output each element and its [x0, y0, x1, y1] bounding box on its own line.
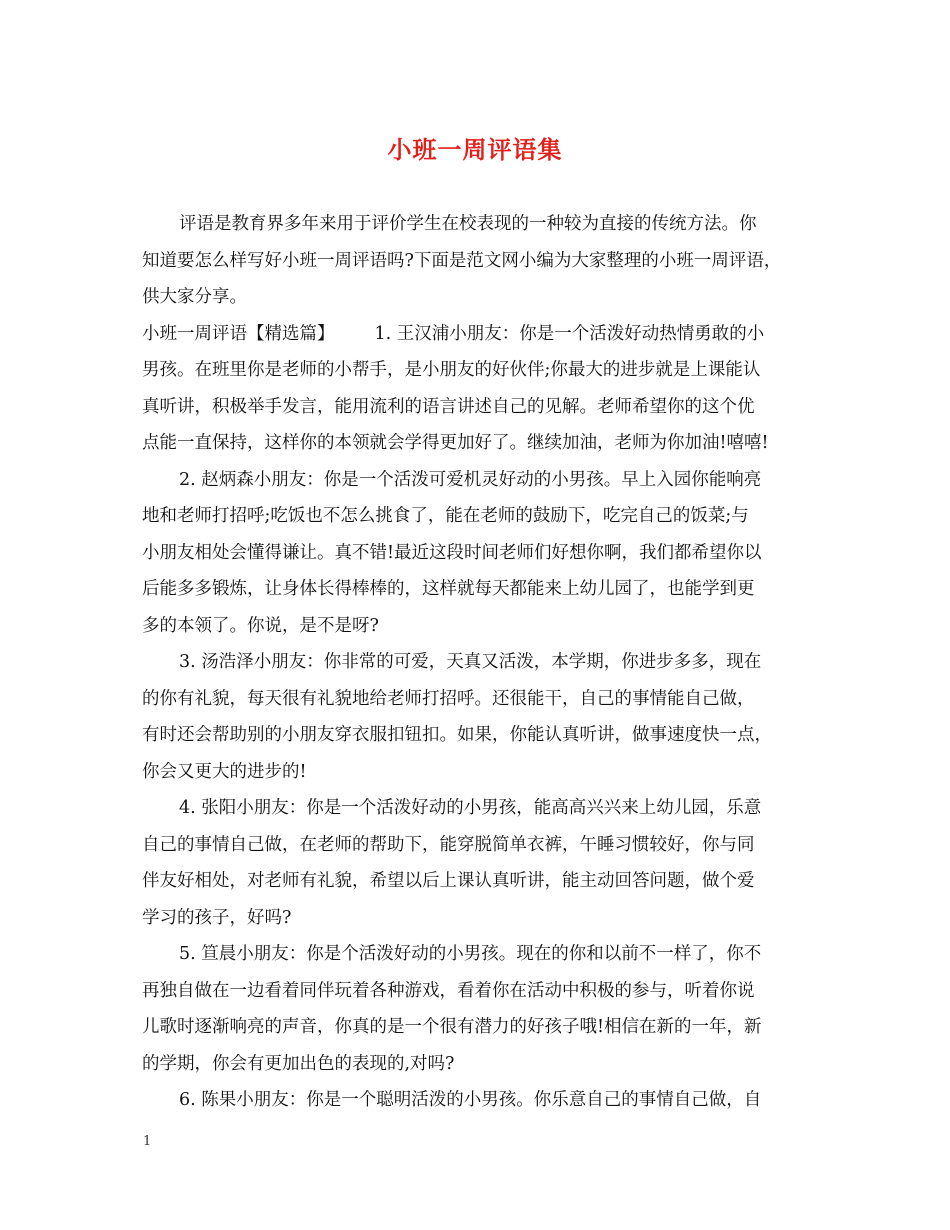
text-line: 你会又更大的进步的! — [142, 761, 307, 782]
text-line: 地和老师打招呼;吃饭也不怎么挑食了，能在老师的鼓励下，吃完自己的饭菜;与 — [142, 506, 749, 526]
text-line: 供大家分享。 — [142, 287, 247, 307]
text-line: 后能多多锻炼，让身体长得棒棒的，这样就每天都能来上幼儿园了，也能学到更 — [142, 579, 755, 599]
text-line: 小朋友相处会懂得谦让。真不错!最近这段时间老师们好想你啊，我们都希望你以 — [142, 542, 762, 563]
page-number: 1 — [143, 1134, 152, 1149]
text-line: 的学期，你会有更加出色的表现的,对吗? — [142, 1053, 455, 1074]
text-line: 自己的事情自己做，在老师的帮助下，能穿脱简单衣裤，午睡习惯较好，你与同 — [142, 834, 755, 855]
text-line: 6. 陈果小朋友：你是一个聪明活泼的小男孩。你乐意自己的事情自己做，自 — [179, 1090, 762, 1110]
text-line: 评语是教育界多年来用于评价学生在校表现的一种较为直接的传统方法。你 — [179, 214, 757, 234]
text-line: 多的本领了。你说，是不是呀? — [142, 615, 379, 636]
document-body — [142, 206, 814, 1119]
text-line: 儿歌时逐渐响亮的声音，你真的是一个很有潜力的好孩子哦!相信在新的一年，新 — [142, 1017, 762, 1037]
section-heading: 小班一周评语【精选篇】 — [142, 323, 335, 344]
page-title: 小班一周评语集 — [387, 135, 563, 164]
text-line: 3. 汤浩泽小朋友：你非常的可爱，天真又活泼，本学期，你进步多多，现在 — [179, 652, 762, 672]
text-line: 伴友好相处，对老师有礼貌，希望以后上课认真听讲，能主动回答问题，做个爱 — [142, 871, 755, 891]
text-line: 有时还会帮助别的小朋友穿衣服扣钮扣。如果，你能认真听讲，做事速度快一点， — [142, 725, 772, 745]
text-line: 男孩。在班里你是老师的小帮手，是小朋友的好伙伴;你最大的进步就是上课能认 — [142, 360, 761, 380]
text-line: 4. 张阳小朋友：你是一个活泼好动的小男孩，能高高兴兴来上幼儿园，乐意 — [179, 798, 762, 818]
text-line: 5. 笪晨小朋友：你是个活泼好动的小男孩。现在的你和以前不一样了，你不 — [179, 944, 762, 964]
text-fragment: 1. 王汉浦小朋友：你是一个活泼好动热情勇敢的小 — [374, 323, 765, 344]
text-line: 点能一直保持，这样你的本领就会学得更加好了。继续加油，老师为你加油!嘻嘻! — [142, 433, 769, 453]
text-line: 真听讲，积极举手发言，能用流利的语言讲述自己的见解。老师希望你的这个优 — [142, 396, 755, 417]
text-line: 再独自做在一边看着同伴玩着各种游戏，看着你在活动中积极的参与，听着你说 — [142, 980, 755, 1001]
text-line: 学习的孩子，好吗? — [142, 907, 292, 928]
text-line: 2. 赵炳森小朋友：你是一个活泼可爱机灵好动的小男孩。早上入园你能响亮 — [179, 469, 762, 490]
text-line: 的你有礼貌，每天很有礼貌地给老师打招呼。还很能干，自己的事情能自己做， — [142, 688, 755, 709]
text-line: 知道要怎么样写好小班一周评语吗?下面是范文网小编为大家整理的小班一周评语， — [142, 250, 782, 271]
text-line-section-heading — [142, 316, 814, 353]
